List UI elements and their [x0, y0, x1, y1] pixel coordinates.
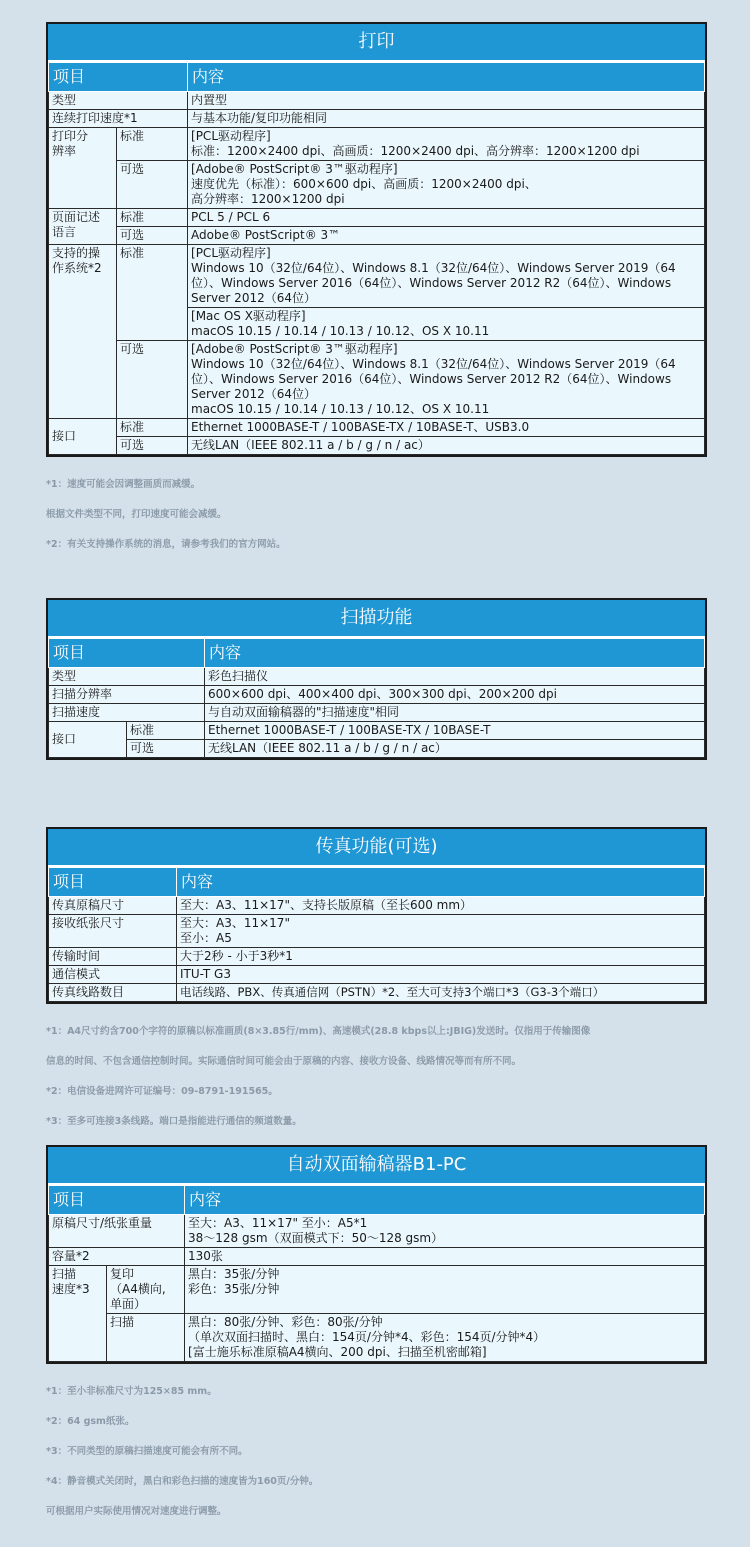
- table-row: [49, 668, 705, 686]
- table-row: [49, 161, 705, 209]
- footnote: *1：至小非标准尺寸为125×85 mm。: [46, 1386, 217, 1397]
- row-label: 原稿尺寸/纸张重量: [49, 1215, 185, 1248]
- row-sublabel: 可选: [127, 740, 205, 758]
- table-row: [49, 437, 705, 455]
- fax-table: [48, 867, 705, 1002]
- header-item: 项目: [49, 868, 177, 897]
- print-section: [46, 22, 707, 567]
- print-notes: [46, 462, 707, 567]
- footnote: *3：至多可连接3条线路。端口是指能进行通信的频道数量。: [46, 1116, 302, 1127]
- table-row: [49, 227, 705, 245]
- row-sublabel: 标准: [127, 722, 205, 740]
- table-row: [49, 1266, 705, 1314]
- footnote: *2：64 gsm纸张。: [46, 1416, 135, 1427]
- row-value: 大于2秒 - 小于3秒*1: [177, 948, 705, 966]
- row-value: Ethernet 1000BASE-T / 100BASE-TX / 10BASE-T、USB3.0: [188, 419, 705, 437]
- row-value: 黑白：80张/分钟、彩色：80张/分钟 （单次双面扫描时、黑白：154页/分钟*4、彩色：154页/分钟*4） [富士施乐标准原稿A4横向、200 dpi、扫描至机密邮箱]: [185, 1314, 705, 1362]
- table-header-row: [49, 63, 705, 92]
- row-label: 传真原稿尺寸: [49, 897, 177, 915]
- row-label: 打印分 辨率: [49, 128, 117, 209]
- row-value: 至大：A3、11×17" 至小：A5*1 38～128 gsm（双面模式下：50～128 gsm）: [185, 1215, 705, 1248]
- header-content: 内容: [177, 868, 705, 897]
- table-row: [49, 341, 705, 419]
- table-header-row: [49, 868, 705, 897]
- header-content: 内容: [185, 1186, 705, 1215]
- print-title: 打印: [48, 24, 705, 62]
- row-label: 传真线路数目: [49, 984, 177, 1002]
- header-item: 项目: [49, 639, 205, 668]
- footnote: 根据文件类型不同，打印速度可能会减缓。: [46, 509, 227, 520]
- header-content: 内容: [205, 639, 705, 668]
- row-value: 与基本功能/复印功能相同: [188, 110, 705, 128]
- row-value: 无线LAN（IEEE 802.11 a / b / g / n / ac）: [188, 437, 705, 455]
- table-row: [49, 245, 705, 308]
- footnote: *1：速度可能会因调整画质而减缓。: [46, 479, 201, 490]
- table-row: [49, 915, 705, 948]
- row-value: ITU-T G3: [177, 966, 705, 984]
- scan-table-box: [46, 598, 707, 760]
- row-value: [Adobe® PostScript® 3™驱动程序] 速度优先（标准）：600×600 dpi、高画质：1200×2400 dpi、 高分辨率：1200×1200 dpi: [188, 161, 705, 209]
- row-label: 页面记述 语言: [49, 209, 117, 245]
- row-label: 容量*2: [49, 1248, 185, 1266]
- table-header-row: [49, 639, 705, 668]
- header-item: 项目: [49, 63, 188, 92]
- print-table-box: [46, 22, 707, 457]
- row-label: 接收纸张尺寸: [49, 915, 177, 948]
- row-label: 类型: [49, 92, 188, 110]
- scan-section: [46, 598, 707, 760]
- row-label: 扫描分辨率: [49, 686, 205, 704]
- row-value: [PCL驱动程序] Windows 10（32位/64位）、Windows 8.1（32位/64位）、Windows Server 2019（64位）、Windows Server 2016（64位）、Windows Server 2012 R2（64位）、Windows Server 2012（64位）: [188, 245, 705, 308]
- row-value: 600×600 dpi、400×400 dpi、300×300 dpi、200×200 dpi: [205, 686, 705, 704]
- row-value: Adobe® PostScript® 3™: [188, 227, 705, 245]
- row-value: [PCL驱动程序] 标准：1200×2400 dpi、高画质：1200×2400 dpi、高分辨率：1200×1200 dpi: [188, 128, 705, 161]
- row-sublabel: 扫描: [107, 1314, 185, 1362]
- row-value: 130张: [185, 1248, 705, 1266]
- table-row: [49, 1248, 705, 1266]
- footnote: *4：静音模式关闭时，黑白和彩色扫描的速度皆为160页/分钟。: [46, 1476, 319, 1487]
- table-row: [49, 722, 705, 740]
- table-row: [49, 740, 705, 758]
- table-row: [49, 1314, 705, 1362]
- table-row: [49, 92, 705, 110]
- adf-table: [48, 1185, 705, 1362]
- scan-table: [48, 638, 705, 758]
- row-value: 至大：A3、11×17" 至小：A5: [177, 915, 705, 948]
- row-label: 传输时间: [49, 948, 177, 966]
- table-row: [49, 110, 705, 128]
- row-label: 接口: [49, 419, 117, 455]
- row-label: 通信模式: [49, 966, 177, 984]
- adf-section: [46, 1145, 707, 1534]
- fax-table-box: [46, 827, 707, 1004]
- row-value: [Mac OS X驱动程序] macOS 10.15 / 10.14 / 10.13 / 10.12、OS X 10.11: [188, 308, 705, 341]
- row-label: 扫描速度: [49, 704, 205, 722]
- table-row: [49, 209, 705, 227]
- row-sublabel: 标准: [117, 245, 188, 341]
- row-label: 类型: [49, 668, 205, 686]
- table-row: [49, 966, 705, 984]
- footnote: *3：不同类型的原稿扫描速度可能会有所不同。: [46, 1446, 248, 1457]
- table-row: [49, 897, 705, 915]
- table-row: [49, 1215, 705, 1248]
- row-sublabel: 可选: [117, 161, 188, 209]
- row-value: 无线LAN（IEEE 802.11 a / b / g / n / ac）: [205, 740, 705, 758]
- fax-title: 传真功能(可选): [48, 829, 705, 867]
- table-row: [49, 128, 705, 161]
- row-sublabel: 可选: [117, 437, 188, 455]
- footnote: 信息的时间、不包含通信控制时间。实际通信时间可能会由于原稿的内容、接收方设备、线路情况等而有所不同。: [46, 1056, 522, 1067]
- row-label: 接口: [49, 722, 127, 758]
- row-value: 彩色扫描仪: [205, 668, 705, 686]
- row-label: 扫描 速度*3: [49, 1266, 107, 1362]
- print-table: [48, 62, 705, 455]
- row-sublabel: 可选: [117, 227, 188, 245]
- adf-title: 自动双面输稿器B1-PC: [48, 1147, 705, 1185]
- table-row: [49, 984, 705, 1002]
- footnote: *2：电信设备进网许可证编号：09-8791-191565。: [46, 1086, 278, 1097]
- row-sublabel: 标准: [117, 128, 188, 161]
- footnote: *1：A4尺寸约含700个字符的原稿以标准画质(8×3.85行/mm)、高速模式(28.8 kbps以上:JBIG)发送时。仅指用于传输图像: [46, 1026, 591, 1037]
- row-value: [Adobe® PostScript® 3™驱动程序] Windows 10（32位/64位）、Windows 8.1（32位/64位）、Windows Server 2019（64位）、Windows Server 2016（64位）、Windows Server 2012 R2（64位）、Windows Server 2012（64位） macOS 10.15 / 10.14 / 10.13 / 10.12、OS X 10.11: [188, 341, 705, 419]
- fax-notes: [46, 1009, 707, 1144]
- fax-section: [46, 827, 707, 1144]
- row-sublabel: 复印 （A4横向, 单面）: [107, 1266, 185, 1314]
- scan-title: 扫描功能: [48, 600, 705, 638]
- row-value: 与自动双面输稿器的"扫描速度"相同: [205, 704, 705, 722]
- table-row: [49, 948, 705, 966]
- footnote: 可根据用户实际使用情况对速度进行调整。: [46, 1506, 227, 1517]
- header-content: 内容: [188, 63, 705, 92]
- adf-table-box: [46, 1145, 707, 1364]
- adf-notes: [46, 1369, 707, 1534]
- table-row: [49, 686, 705, 704]
- row-sublabel: 可选: [117, 341, 188, 419]
- row-value: PCL 5 / PCL 6: [188, 209, 705, 227]
- row-label: 支持的操 作系统*2: [49, 245, 117, 419]
- row-sublabel: 标准: [117, 209, 188, 227]
- row-value: 电话线路、PBX、传真通信网（PSTN）*2、至大可支持3个端口*3（G3-3个端口）: [177, 984, 705, 1002]
- row-value: 黑白：35张/分钟 彩色：35张/分钟: [185, 1266, 705, 1314]
- row-sublabel: 标准: [117, 419, 188, 437]
- row-label: 连续打印速度*1: [49, 110, 188, 128]
- footnote: *2：有关支持操作系统的消息，请参考我们的官方网站。: [46, 539, 286, 550]
- row-value: 至大：A3、11×17"、支持长版原稿（至长600 mm）: [177, 897, 705, 915]
- table-row: [49, 419, 705, 437]
- table-header-row: [49, 1186, 705, 1215]
- row-value: Ethernet 1000BASE-T / 100BASE-TX / 10BASE-T: [205, 722, 705, 740]
- table-row: [49, 704, 705, 722]
- row-value: 内置型: [188, 92, 705, 110]
- header-item: 项目: [49, 1186, 185, 1215]
